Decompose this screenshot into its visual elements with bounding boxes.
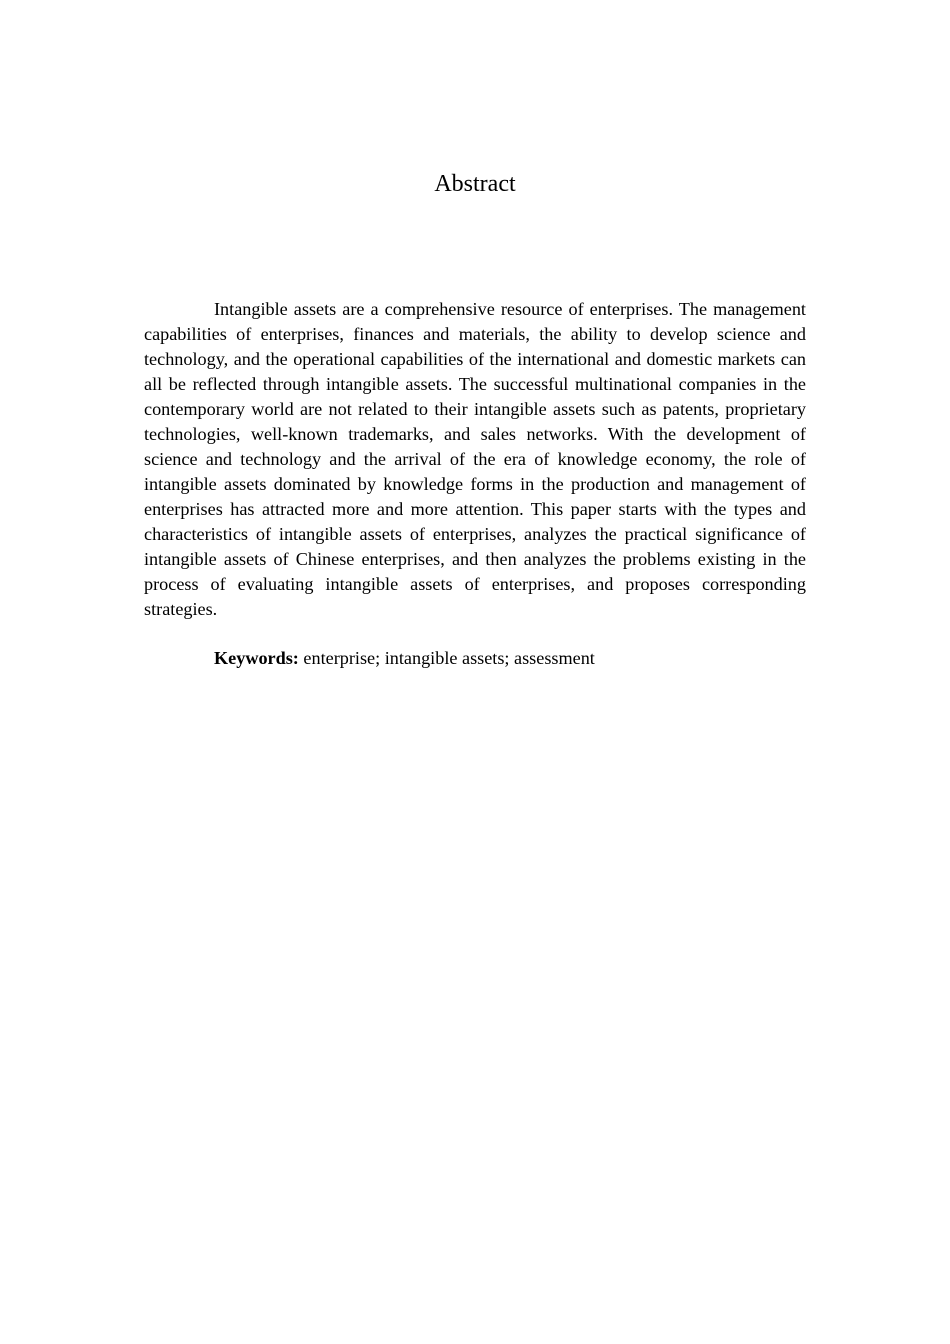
page-title: Abstract xyxy=(434,171,516,197)
keywords-label: Keywords: xyxy=(214,648,299,668)
keywords-value: enterprise; intangible assets; assessment xyxy=(303,648,595,668)
abstract-paragraph: Intangible assets are a comprehensive resource of enterprises. The management capabilities of enterprises, finances and materials, the ability to develop science and technology, and the operational capabilities of the international and domestic markets can all be reflected through intangible assets. The successful multinational companies in the contemporary world are not related to their intangible assets such as patents, proprietary technologies, well-known trademarks, and sales networks. With the development of science and technology and the arrival of the era of knowledge economy, the role of intangible assets dominated by knowledge forms in the production and management of enterprises has attracted more and more attention. This paper starts with the types and characteristics of intangible assets of enterprises, analyzes the practical significance of intangible assets of Chinese enterprises, and then analyzes the problems existing in the process of evaluating intangible assets of enterprises, and proposes corresponding strategies. xyxy=(144,299,806,619)
keywords-line xyxy=(214,646,806,671)
